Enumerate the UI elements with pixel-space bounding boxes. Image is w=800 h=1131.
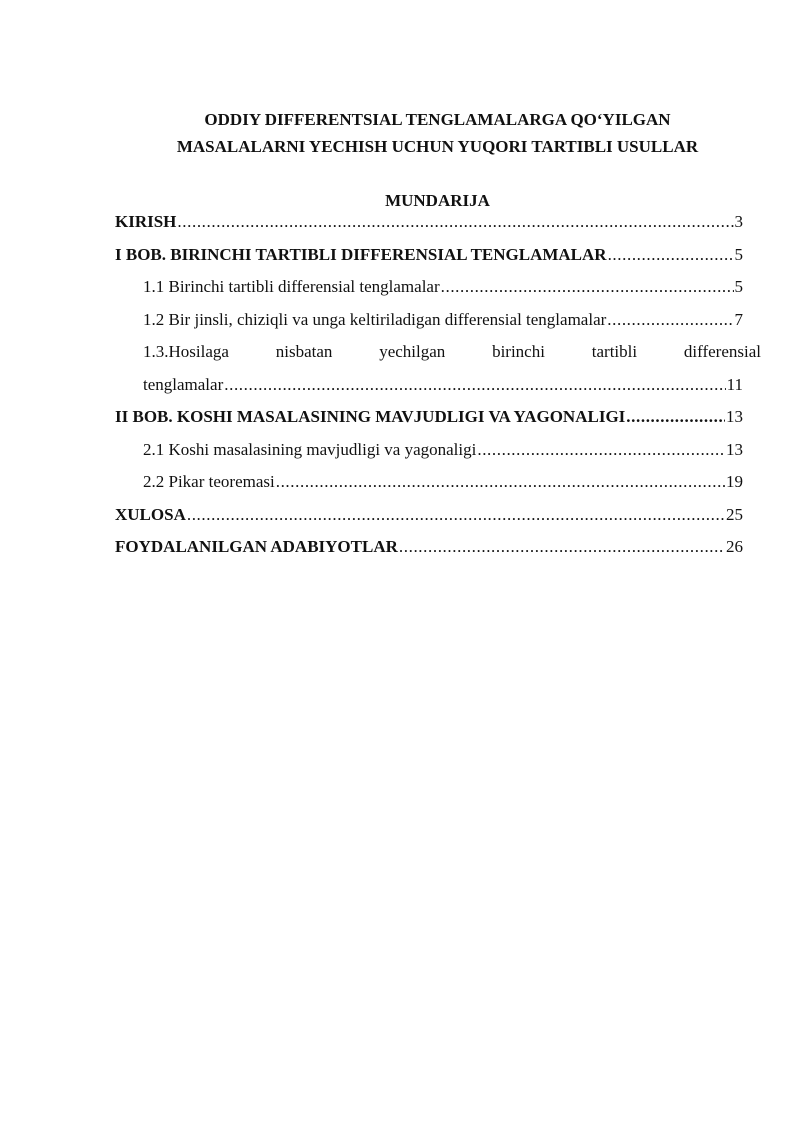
dot-leader <box>477 440 725 460</box>
toc-entry-label: FOYDALANILGAN ADABIYOTLAR <box>115 537 398 556</box>
toc-entry-1-2[interactable] <box>115 310 743 343</box>
title-line-2: MASALALARNI YECHISH UCHUN YUQORI TARTIBLI USULLAR <box>176 137 699 156</box>
toc-entry-kirish[interactable] <box>115 212 743 245</box>
toc-entry-page: 19 <box>726 472 743 491</box>
toc-entry-label: XULOSA <box>115 504 186 524</box>
toc-entry-2-1[interactable] <box>115 440 743 473</box>
toc-entry-page: 3 <box>734 212 743 231</box>
toc-entry-label: I BOB. BIRINCHI TARTIBLI DIFFERENSIAL TENGLAMALAR <box>115 244 607 264</box>
toc-entry-1-1[interactable] <box>115 277 743 310</box>
toc-entry-page: 7 <box>734 309 743 329</box>
toc-entry-page: 5 <box>734 277 743 296</box>
toc-entry-word: 1.3.Hosilaga <box>143 342 229 361</box>
dot-leader <box>187 505 725 525</box>
dot-leader <box>626 407 725 427</box>
toc-entry-word: nisbatan <box>275 342 333 361</box>
toc-entry-1-3-line-2[interactable] <box>115 375 743 408</box>
toc-entry-label: 1.1 Birinchi tartibli differensial tenglamalar <box>143 277 440 296</box>
toc-entry-page: 25 <box>726 504 743 524</box>
toc-entry-page: 26 <box>726 537 743 556</box>
toc-entry-word: differensial <box>683 342 761 361</box>
dot-leader <box>276 472 725 492</box>
toc-entry-adabiyotlar[interactable] <box>115 537 743 570</box>
toc-entry-label: KIRISH <box>115 212 177 231</box>
toc-entry-label: tenglamalar <box>143 374 224 394</box>
toc-entry-2-2[interactable] <box>115 472 743 505</box>
table-of-contents <box>115 212 761 570</box>
toc-entry-xulosa[interactable] <box>115 505 743 538</box>
toc-entry-page: 5 <box>734 244 743 264</box>
title-line-1: ODDIY DIFFERENTSIAL TENGLAMALARGA QO‘YILGAN <box>204 110 671 129</box>
dot-leader <box>224 375 725 395</box>
toc-entry-word: birinchi <box>492 342 545 361</box>
dot-leader <box>607 310 733 330</box>
toc-entry-chapter-1[interactable] <box>115 245 743 278</box>
toc-entry-chapter-2[interactable] <box>115 407 743 440</box>
toc-entry-1-3-line-1[interactable] <box>115 342 761 375</box>
dot-leader <box>441 277 734 297</box>
toc-entry-page: 13 <box>726 407 743 426</box>
toc-entry-label: 2.1 Koshi masalasining mavjudligi va yagonaligi <box>143 439 477 459</box>
toc-entry-label: II BOB. KOSHI MASALASINING MAVJUDLIGI VA YAGONALIGI <box>115 407 626 426</box>
dot-leader <box>177 212 733 232</box>
toc-entry-word: tartibli <box>591 342 638 361</box>
toc-entry-word: yechilgan <box>379 342 446 361</box>
toc-entry-page: 13 <box>726 439 743 459</box>
toc-entry-label: 2.2 Pikar teoremasi <box>143 472 275 491</box>
toc-entry-label: 1.2 Bir jinsli, chiziqli va unga keltiriladigan differensial tenglamalar <box>143 309 607 329</box>
toc-heading: MUNDARIJA <box>385 191 490 210</box>
document-title <box>100 106 775 160</box>
dot-leader <box>399 537 725 557</box>
dot-leader <box>608 245 734 265</box>
toc-entry-page: 11 <box>726 374 743 394</box>
